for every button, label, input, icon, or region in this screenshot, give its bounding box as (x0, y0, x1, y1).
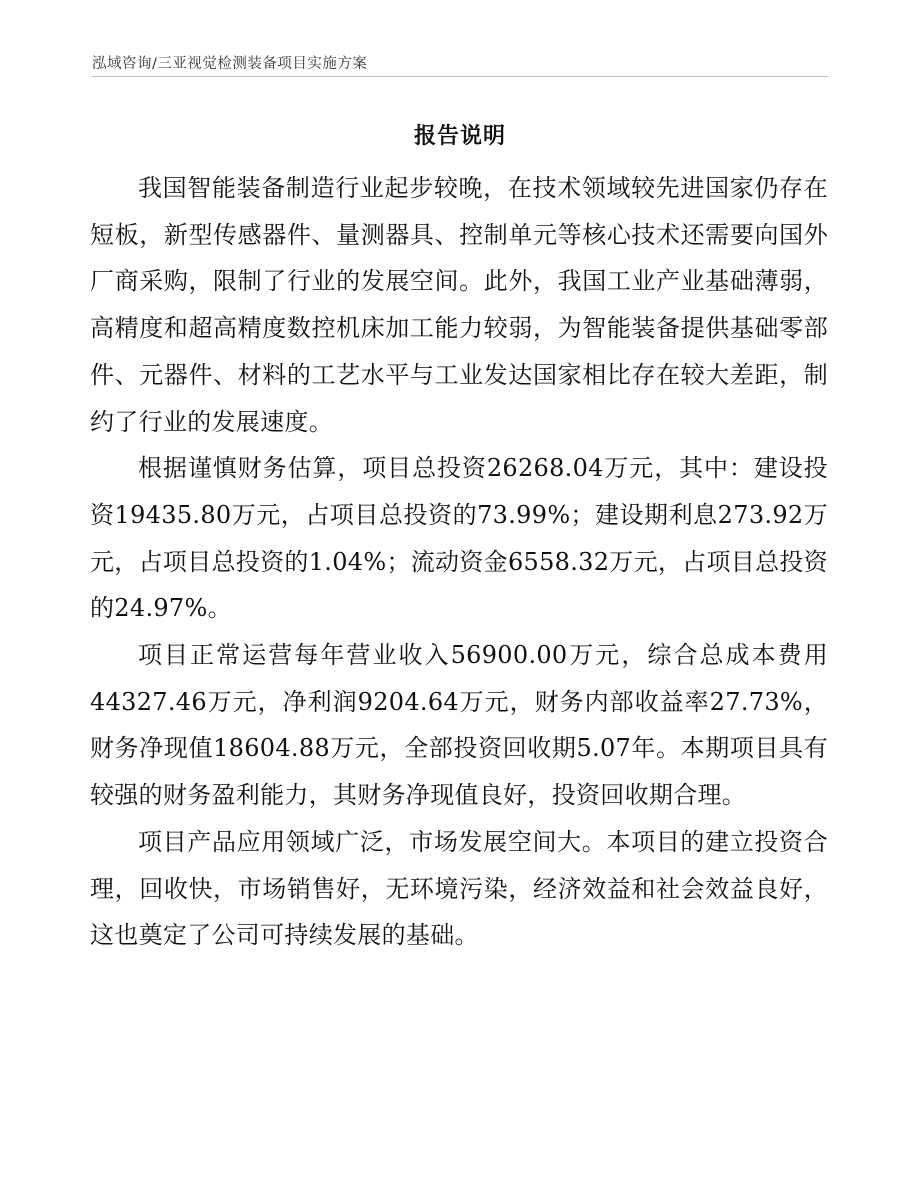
header-divider (92, 76, 828, 77)
running-header: 泓域咨询/三亚视觉检测装备项目实施方案 (92, 56, 368, 72)
paragraph-investment-estimate: 根据谨慎财务估算，项目总投资26268.04万元，其中：建设投资19435.80万元，占项目总投资的73.99%；建设期利息273.92万元，占项目总投资的1.04%；流动资金6558.32万元，占项目总投资的24.97%。 (90, 454, 828, 623)
page-title: 报告说明 (413, 124, 506, 149)
paragraph-conclusion: 项目产品应用领域广泛，市场发展空间大。本项目的建立投资合理，回收快，市场销售好，无环境污染，经济效益和社会效益良好，这也奠定了公司可持续发展的基础。 (90, 827, 828, 950)
paragraph-industry-background: 我国智能装备制造行业起步较晚，在技术领域较先进国家仍存在短板，新型传感器件、量测器具、控制单元等核心技术还需要向国外厂商采购，限制了行业的发展空间。此外，我国工业产业基础薄弱，高精度和超高精度数控机床加工能力较弱，为智能装备提供基础零部件、元器件、材料的工艺水平与工业发达国家相比存在较大差距，制约了行业的发展速度。 (90, 174, 828, 436)
paragraph-financial-returns: 项目正常运营每年营业收入56900.00万元，综合总成本费用44327.46万元，净利润9204.64万元，财务内部收益率27.73%，财务净现值18604.88万元，全部投资回收期5.07年。本期项目具有较强的财务盈利能力，其财务净现值良好，投资回收期合理。 (90, 641, 828, 810)
body-text (90, 165, 828, 959)
